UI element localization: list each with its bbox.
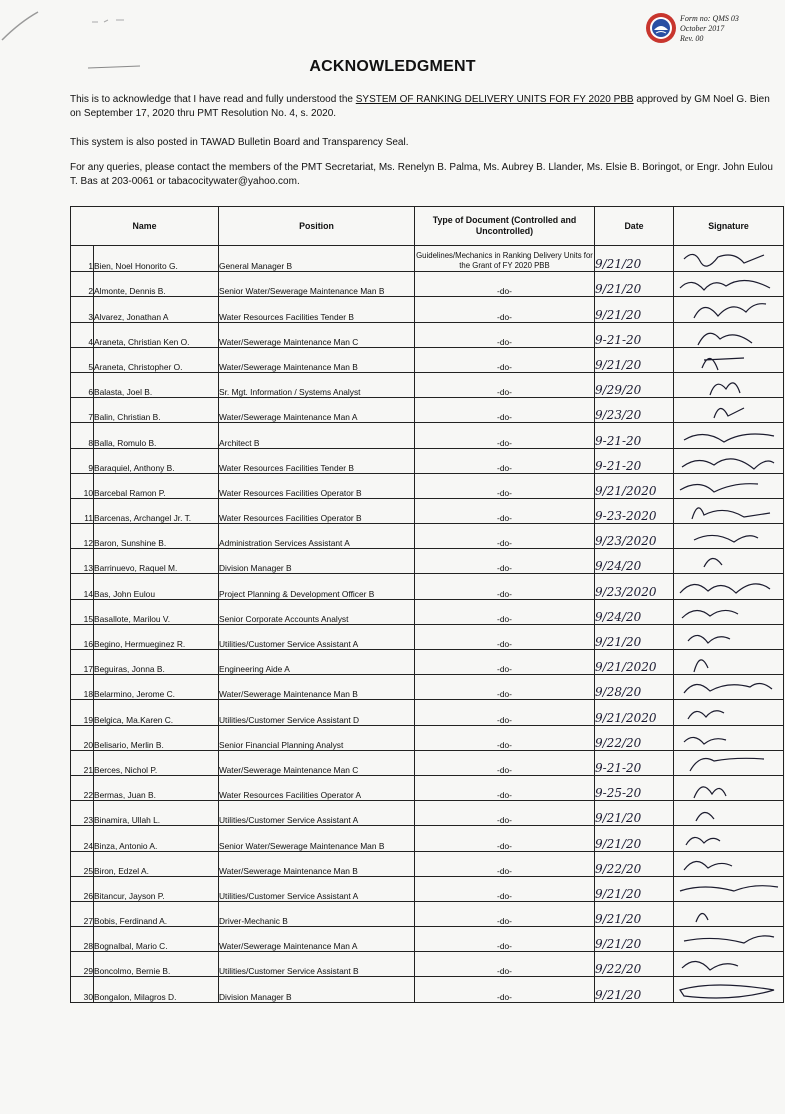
employee-position: Project Planning & Development Officer B: [219, 574, 415, 599]
table-row: [71, 876, 784, 901]
handwritten-signature: [674, 449, 782, 473]
signed-date: 9/24/20: [595, 599, 674, 624]
signature-cell: [674, 347, 784, 372]
handwritten-signature: [674, 751, 782, 775]
signed-date: 9-23-2020: [595, 498, 674, 523]
signature-cell: [674, 297, 784, 322]
signature-cell: [674, 272, 784, 297]
document-type: -do-: [415, 498, 595, 523]
handwritten-signature: [674, 272, 782, 296]
employee-name: Biron, Edzel A.: [94, 851, 219, 876]
signature-cell: [674, 574, 784, 599]
signed-date: 9/22/20: [595, 851, 674, 876]
form-date: October 2017: [680, 24, 725, 33]
row-number: 22: [71, 775, 94, 800]
document-type: -do-: [415, 398, 595, 423]
table-row: [71, 498, 784, 523]
document-type: -do-: [415, 272, 595, 297]
row-number: 3: [71, 297, 94, 322]
table-row: [71, 675, 784, 700]
employee-position: Sr. Mgt. Information / Systems Analyst: [219, 372, 415, 397]
table-row: [71, 599, 784, 624]
table-body: [71, 246, 784, 1003]
handwritten-signature: [674, 373, 782, 397]
document-type: -do-: [415, 650, 595, 675]
signature-cell: [674, 448, 784, 473]
table-row: [71, 423, 784, 448]
employee-position: Water Resources Facilities Tender B: [219, 448, 415, 473]
employee-position: Senior Water/Sewerage Maintenance Man B: [219, 272, 415, 297]
employee-position: Water/Sewerage Maintenance Man B: [219, 347, 415, 372]
signed-date: 9/28/20: [595, 675, 674, 700]
signature-cell: [674, 876, 784, 901]
handwritten-signature: [674, 348, 782, 372]
table-row: [71, 650, 784, 675]
row-number: 16: [71, 624, 94, 649]
signature-cell: [674, 901, 784, 926]
employee-name: Bitancur, Jayson P.: [94, 876, 219, 901]
document-type: -do-: [415, 347, 595, 372]
table-row: [71, 549, 784, 574]
signature-cell: [674, 927, 784, 952]
signed-date: 9/21/20: [595, 272, 674, 297]
signed-date: 9/24/20: [595, 549, 674, 574]
signature-cell: [674, 775, 784, 800]
table-row: [71, 901, 784, 926]
handwritten-signature: [674, 323, 782, 347]
table-row: [71, 347, 784, 372]
document-type: -do-: [415, 322, 595, 347]
signed-date: 9-21-20: [595, 423, 674, 448]
employee-name: Binamira, Ullah L.: [94, 801, 219, 826]
handwritten-signature: [674, 927, 782, 951]
signature-cell: [674, 624, 784, 649]
row-number: 25: [71, 851, 94, 876]
agency-seal-logo: [645, 12, 677, 44]
table-row: [71, 448, 784, 473]
signature-cell: [674, 498, 784, 523]
row-number: 13: [71, 549, 94, 574]
signed-date: 9/21/2020: [595, 650, 674, 675]
handwritten-signature: [674, 650, 782, 674]
intro-text-after: approved by GM Noel G. Bien on September 17, 2020 thru PMT Resolution No. 4, s. 2020.: [70, 94, 770, 119]
document-type: -do-: [415, 423, 595, 448]
employee-position: Water/Sewerage Maintenance Man B: [219, 851, 415, 876]
signature-cell: [674, 675, 784, 700]
document-type: -do-: [415, 725, 595, 750]
signature-cell: [674, 750, 784, 775]
row-number: 24: [71, 826, 94, 851]
row-number: 18: [71, 675, 94, 700]
row-number: 21: [71, 750, 94, 775]
acknowledgment-table: [70, 206, 784, 1003]
employee-name: Balin, Christian B.: [94, 398, 219, 423]
document-type: -do-: [415, 851, 595, 876]
system-title-underlined: SYSTEM OF RANKING DELIVERY UNITS FOR FY 2020 PBB: [355, 94, 634, 105]
signature-cell: [674, 952, 784, 977]
document-type: -do-: [415, 801, 595, 826]
handwritten-signature: [674, 499, 782, 523]
employee-position: Utilities/Customer Service Assistant A: [219, 624, 415, 649]
employee-position: Water Resources Facilities Tender B: [219, 297, 415, 322]
signature-cell: [674, 700, 784, 725]
table-row: [71, 725, 784, 750]
row-number: 27: [71, 901, 94, 926]
employee-position: Utilities/Customer Service Assistant D: [219, 700, 415, 725]
row-number: 23: [71, 801, 94, 826]
signature-cell: [674, 650, 784, 675]
row-number: 28: [71, 927, 94, 952]
header-date: Date: [595, 207, 674, 246]
table-row: [71, 775, 784, 800]
employee-position: Water/Sewerage Maintenance Man C: [219, 322, 415, 347]
row-number: 29: [71, 952, 94, 977]
signature-cell: [674, 473, 784, 498]
signed-date: 9/21/20: [595, 624, 674, 649]
employee-position: Water Resources Facilities Operator B: [219, 498, 415, 523]
signature-cell: [674, 725, 784, 750]
header-signature: Signature: [674, 207, 784, 246]
document-type: -do-: [415, 524, 595, 549]
row-number: 6: [71, 372, 94, 397]
row-number: 4: [71, 322, 94, 347]
employee-name: Bobis, Ferdinand A.: [94, 901, 219, 926]
table-row: [71, 322, 784, 347]
signed-date: 9/21/2020: [595, 700, 674, 725]
signed-date: 9/23/20: [595, 398, 674, 423]
row-number: 26: [71, 876, 94, 901]
employee-name: Araneta, Christian Ken O.: [94, 322, 219, 347]
employee-position: Water Resources Facilities Operator B: [219, 473, 415, 498]
employee-name: Basallote, Marilou V.: [94, 599, 219, 624]
employee-position: General Manager B: [219, 246, 415, 272]
header-document-type: Type of Document (Controlled and Uncontrolled): [415, 207, 595, 246]
employee-name: Belgica, Ma.Karen C.: [94, 700, 219, 725]
document-type: -do-: [415, 675, 595, 700]
handwritten-signature: [674, 776, 782, 800]
document-type: -do-: [415, 750, 595, 775]
row-number: 2: [71, 272, 94, 297]
row-number: 15: [71, 599, 94, 624]
handwritten-signature: [674, 625, 782, 649]
signature-cell: [674, 851, 784, 876]
employee-position: Water/Sewerage Maintenance Man A: [219, 398, 415, 423]
employee-name: Barrinuevo, Raquel M.: [94, 549, 219, 574]
header-name: Name: [71, 207, 219, 246]
table-row: [71, 473, 784, 498]
handwritten-signature: [674, 424, 782, 448]
document-type: -do-: [415, 901, 595, 926]
signed-date: 9/21/20: [595, 246, 674, 272]
employee-position: Water/Sewerage Maintenance Man B: [219, 675, 415, 700]
signature-cell: [674, 599, 784, 624]
employee-position: Utilities/Customer Service Assistant B: [219, 952, 415, 977]
table-row: [71, 524, 784, 549]
row-number: 10: [71, 473, 94, 498]
handwritten-signature: [674, 902, 782, 926]
document-type: -do-: [415, 574, 595, 599]
table-row: [71, 246, 784, 272]
handwritten-signature: [674, 675, 782, 699]
employee-position: Senior Corporate Accounts Analyst: [219, 599, 415, 624]
employee-position: Administration Services Assistant A: [219, 524, 415, 549]
table-row: [71, 398, 784, 423]
header-position: Position: [219, 207, 415, 246]
document-type: -do-: [415, 372, 595, 397]
signature-cell: [674, 423, 784, 448]
table-header-row: [71, 207, 784, 246]
employee-name: Balla, Romulo B.: [94, 423, 219, 448]
row-number: 19: [71, 700, 94, 725]
table-row: [71, 750, 784, 775]
row-number: 30: [71, 977, 94, 1002]
table-row: [71, 624, 784, 649]
document-type: -do-: [415, 977, 595, 1002]
employee-position: Engineering Aide A: [219, 650, 415, 675]
signature-cell: [674, 398, 784, 423]
signed-date: 9/21/20: [595, 901, 674, 926]
handwritten-signature: [674, 827, 782, 851]
signature-cell: [674, 246, 784, 272]
handwritten-signature: [674, 952, 782, 976]
signed-date: 9/23/2020: [595, 524, 674, 549]
signed-date: 9/21/20: [595, 801, 674, 826]
document-type: -do-: [415, 876, 595, 901]
signed-date: 9/21/20: [595, 876, 674, 901]
employee-position: Senior Financial Planning Analyst: [219, 725, 415, 750]
row-number: 5: [71, 347, 94, 372]
table-row: [71, 851, 784, 876]
handwritten-signature: [674, 852, 782, 876]
form-number: Form no: QMS 03: [680, 14, 739, 23]
document-type: Guidelines/Mechanics in Ranking Delivery Units for the Grant of FY 2020 PBB: [415, 246, 595, 272]
handwritten-signature: [674, 524, 782, 548]
signed-date: 9/29/20: [595, 372, 674, 397]
signed-date: 9/21/20: [595, 977, 674, 1002]
document-type: -do-: [415, 297, 595, 322]
handwritten-signature: [674, 600, 782, 624]
signed-date: 9-25-20: [595, 775, 674, 800]
intro-paragraph: [70, 93, 775, 121]
document-type: -do-: [415, 624, 595, 649]
employee-name: Alvarez, Jonathan A: [94, 297, 219, 322]
table-row: [71, 700, 784, 725]
handwritten-signature: [674, 298, 782, 322]
posted-notice: This system is also posted in TAWAD Bulletin Board and Transparency Seal.: [70, 137, 409, 148]
signature-cell: [674, 977, 784, 1002]
form-revision: Rev. 00: [680, 34, 704, 43]
employee-name: Baraquiel, Anthony B.: [94, 448, 219, 473]
document-type: -do-: [415, 549, 595, 574]
document-type: -do-: [415, 927, 595, 952]
row-number: 9: [71, 448, 94, 473]
employee-position: Utilities/Customer Service Assistant A: [219, 801, 415, 826]
signed-date: 9/21/20: [595, 927, 674, 952]
employee-name: Balasta, Joel B.: [94, 372, 219, 397]
signed-date: 9/21/20: [595, 826, 674, 851]
table-row: [71, 297, 784, 322]
employee-name: Bognalbal, Mario C.: [94, 927, 219, 952]
signed-date: 9-21-20: [595, 448, 674, 473]
employee-name: Berces, Nichol P.: [94, 750, 219, 775]
handwritten-signature: [674, 801, 782, 825]
employee-name: Beguiras, Jonna B.: [94, 650, 219, 675]
handwritten-signature: [674, 474, 782, 498]
row-number: 17: [71, 650, 94, 675]
employee-position: Utilities/Customer Service Assistant A: [219, 876, 415, 901]
document-type: -do-: [415, 700, 595, 725]
employee-name: Belarmino, Jerome C.: [94, 675, 219, 700]
table-row: [71, 272, 784, 297]
employee-position: Senior Water/Sewerage Maintenance Man B: [219, 826, 415, 851]
handwritten-signature: [674, 701, 782, 725]
employee-position: Water/Sewerage Maintenance Man C: [219, 750, 415, 775]
row-number: 8: [71, 423, 94, 448]
document-type: -do-: [415, 826, 595, 851]
employee-position: Architect B: [219, 423, 415, 448]
employee-name: Bongalon, Milagros D.: [94, 977, 219, 1002]
employee-position: Water Resources Facilities Operator A: [219, 775, 415, 800]
employee-position: Driver-Mechanic B: [219, 901, 415, 926]
employee-name: Baron, Sunshine B.: [94, 524, 219, 549]
employee-position: Water/Sewerage Maintenance Man A: [219, 927, 415, 952]
signature-cell: [674, 549, 784, 574]
signed-date: 9-21-20: [595, 750, 674, 775]
handwritten-signature: [674, 978, 782, 1002]
employee-name: Binza, Antonio A.: [94, 826, 219, 851]
handwritten-signature: [674, 726, 782, 750]
handwritten-signature: [674, 549, 782, 573]
document-type: -do-: [415, 473, 595, 498]
signed-date: 9/21/20: [595, 347, 674, 372]
document-type: -do-: [415, 775, 595, 800]
employee-name: Bas, John Eulou: [94, 574, 219, 599]
employee-name: Bien, Noel Honorito G.: [94, 246, 219, 272]
document-type: -do-: [415, 448, 595, 473]
employee-position: Division Manager B: [219, 977, 415, 1002]
row-number: 7: [71, 398, 94, 423]
signed-date: 9-21-20: [595, 322, 674, 347]
employee-name: Begino, Hermueginez R.: [94, 624, 219, 649]
employee-position: Division Manager B: [219, 549, 415, 574]
signed-date: 9/21/2020: [595, 473, 674, 498]
intro-text-before: This is to acknowledge that I have read and fully understood the: [70, 94, 356, 105]
signature-cell: [674, 322, 784, 347]
signed-date: 9/22/20: [595, 725, 674, 750]
queries-paragraph: For any queries, please contact the members of the PMT Secretariat, Ms. Renelyn B. Palma, Ms. Aubrey B. Llander, Ms. Elsie B. Boringot, or Engr. John Eulou T. Bas at 203-0061 or tabacocitywater@yahoo.com.: [70, 162, 773, 187]
table-row: [71, 801, 784, 826]
signature-cell: [674, 826, 784, 851]
document-type: -do-: [415, 952, 595, 977]
signed-date: 9/23/2020: [595, 574, 674, 599]
table-row: [71, 826, 784, 851]
employee-name: Belisario, Merlin B.: [94, 725, 219, 750]
document-type: -do-: [415, 599, 595, 624]
table-row: [71, 372, 784, 397]
table-row: [71, 952, 784, 977]
employee-name: Boncolmo, Bernie B.: [94, 952, 219, 977]
row-number: 11: [71, 498, 94, 523]
row-number: 14: [71, 574, 94, 599]
table-row: [71, 927, 784, 952]
handwritten-signature: [674, 398, 782, 422]
page-title: ACKNOWLEDGMENT: [309, 58, 476, 75]
signature-cell: [674, 524, 784, 549]
signature-cell: [674, 372, 784, 397]
row-number: 1: [71, 246, 94, 272]
handwritten-signature: [674, 575, 782, 599]
employee-name: Almonte, Dennis B.: [94, 272, 219, 297]
table-row: [71, 977, 784, 1002]
signature-cell: [674, 801, 784, 826]
row-number: 12: [71, 524, 94, 549]
employee-name: Araneta, Christopher O.: [94, 347, 219, 372]
employee-name: Barcebal Ramon P.: [94, 473, 219, 498]
employee-name: Bermas, Juan B.: [94, 775, 219, 800]
handwritten-signature: [674, 247, 782, 271]
handwritten-signature: [674, 877, 782, 901]
signed-date: 9/22/20: [595, 952, 674, 977]
row-number: 20: [71, 725, 94, 750]
signed-date: 9/21/20: [595, 297, 674, 322]
table-row: [71, 574, 784, 599]
employee-name: Barcenas, Archangel Jr. T.: [94, 498, 219, 523]
form-number-block: [680, 14, 739, 44]
